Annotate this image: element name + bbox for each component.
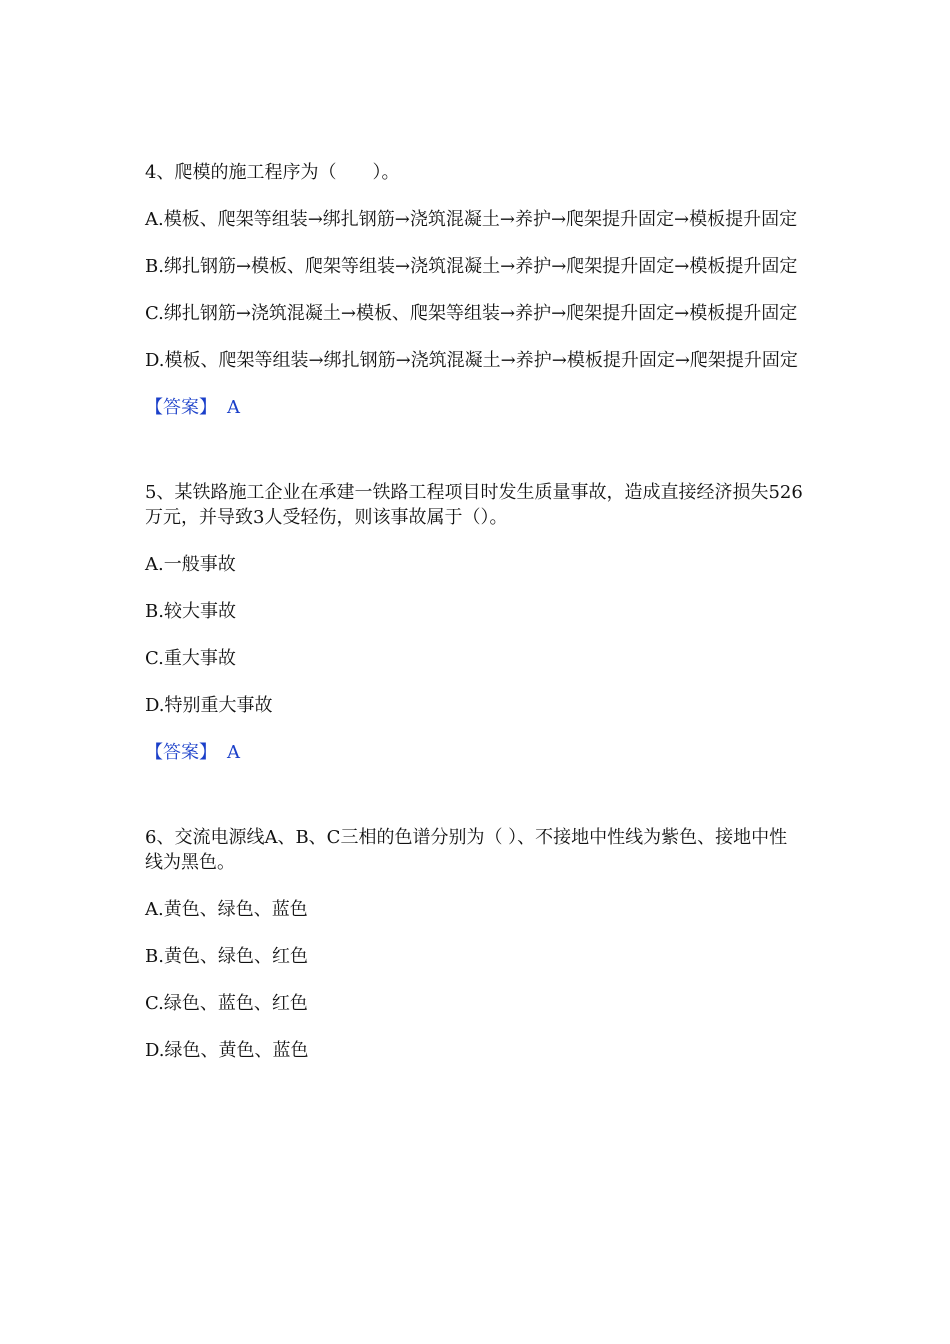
question-spacer	[145, 765, 805, 825]
answer-value: A	[227, 397, 240, 418]
option-c: C.重大事故	[145, 648, 236, 669]
option-b: B.绑扎钢筋→模板、爬架等组装→浇筑混凝土→养护→爬架提升固定→模板提升固定	[145, 256, 798, 277]
option-c: C.绑扎钢筋→浇筑混凝土→模板、爬架等组装→养护→爬架提升固定→模板提升固定	[145, 303, 798, 324]
option-d: D.绿色、黄色、蓝色	[145, 1040, 309, 1061]
question-title: 4、爬模的施工程序为（ ）。	[145, 162, 400, 183]
option-c: C.绿色、蓝色、红色	[145, 993, 308, 1014]
document-page	[145, 160, 805, 1085]
answer-line	[145, 395, 805, 420]
option-b: B.黄色、绿色、红色	[145, 946, 308, 967]
answer-label: 【答案】	[145, 742, 217, 763]
question-4	[145, 160, 805, 420]
option-b: B.较大事故	[145, 601, 236, 622]
question-5	[145, 480, 805, 765]
answer-value: A	[227, 742, 240, 763]
answer-line	[145, 740, 805, 765]
option-d: D.模板、爬架等组装→绑扎钢筋→浇筑混凝土→养护→模板提升固定→爬架提升固定	[145, 350, 798, 371]
option-a: A.一般事故	[145, 554, 236, 575]
option-a: A.模板、爬架等组装→绑扎钢筋→浇筑混凝土→养护→爬架提升固定→模板提升固定	[145, 209, 798, 230]
option-a: A.黄色、绿色、蓝色	[145, 899, 308, 920]
question-title: 6、交流电源线A、B、C三相的色谱分别为（ ）、不接地中性线为紫色、接地中性线为黑色。	[145, 827, 788, 873]
answer-label: 【答案】	[145, 397, 217, 418]
question-spacer	[145, 420, 805, 480]
question-title: 5、某铁路施工企业在承建一铁路工程项目时发生质量事故，造成直接经济损失526万元，并导致3人受轻伤，则该事故属于（）。	[145, 482, 803, 528]
option-d: D.特别重大事故	[145, 695, 273, 716]
question-6	[145, 825, 805, 1063]
